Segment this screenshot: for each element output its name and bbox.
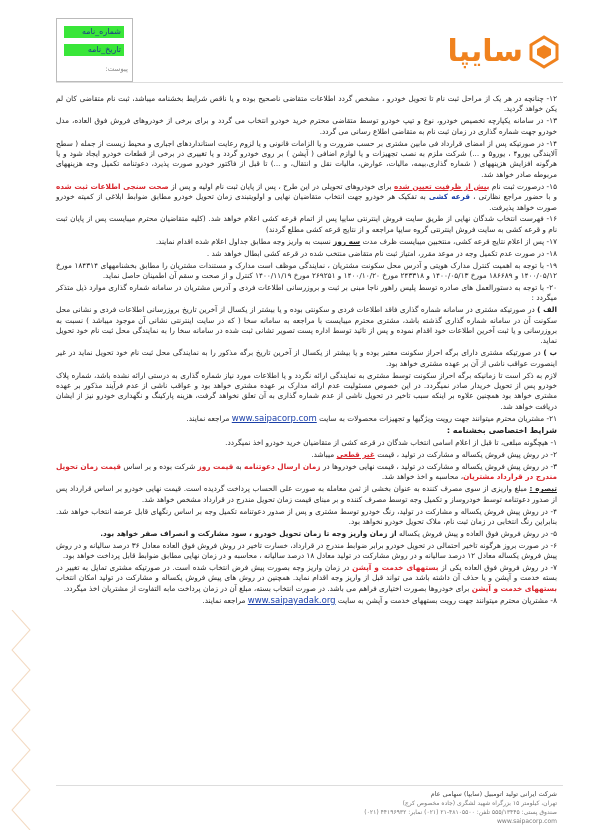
clause-16: ۱۶- فهرست انتخاب شدگان نهایی از طریق سایت فروش اینترنتی سایپا پس از اتمام قرعه کشی اعلام خواهد شد. (کلیه متقاضیان محترم میبایست پس از پایان ثبت نام و قرعه کشی به سایت فروش اینترنتی گروه سایپا مراجعه و از نتایج قرعه کشی مطلع گردند): [56, 214, 557, 234]
clause-21: ۲۱- مشتریان محترم میتوانند جهت رویت ویژگیها و تجهیزات محصولات به سایت www.saipacorp.com مراجعه نمایند.: [186, 413, 557, 424]
letter-date-field: تاریخ_نامه: [64, 44, 124, 56]
footer-site[interactable]: www.saipacorp.com: [497, 818, 557, 825]
decorative-side-pattern: [10, 610, 32, 830]
logo-text: سایپا: [447, 34, 523, 69]
footer-divider: [56, 785, 563, 786]
clause-18: ۱۸- در صورت عدم تکمیل وجه در موعد مقرر، امتیاز ثبت نام متقاضی منتخب شده در قرعه کشی ابطال خواهد شد .: [206, 248, 557, 258]
special-8: ۸- مشتریان محترم میتوانند جهت رویت بستههای خدمت و آپشن به سایت www.saipayadak.org مراجعه نمایند.: [202, 595, 557, 606]
letter-number-field: شماره_نامه: [64, 26, 124, 38]
document-body: [56, 94, 557, 608]
special-4: ۴- در روش پیش فروش یکساله و مشارکت در تولید، رنگ خودرو توسط مشتری و پس از صدور دعوتنامه تکمیل وجه بر اساس رنگهای قابل عرضه انتخاب خواهد شد. بنابراین رنگ انتخابی در زمان ثبت نام، ملاک تحویل خودرو نخواهد بود.: [56, 506, 557, 526]
saipayadak-link[interactable]: www.saipayadak.org: [247, 595, 336, 606]
clause-14: ۱۴- در صورتیکه پس از امضای قرارداد فی مابین مشتری بر حسب ضرورت و یا الزامات قانونی و یا لزوم رعایت استانداردهای اجباری و محیط زیست از جمله ( سطح آلایندگی یورو۴ ، یورو۵ و ...) شرکت ملزم به نصب تجهیزات و یا لوازم اضافی ( آپشن ) بر روی خودرو گردد و یا تغییری در برخی از قطعات خودرو ایجاد شود و یا هرگونه افزایش هزینههای ( شماره گذاری،بیمه، مالیات، عوارض، مالیات نقل و انتقال، و ...) تا قبل از فاکتور خودرو صورت پذیرد، دعوتنامه تکمیل وجه هزینههای مربوطه صادر خواهد شد.: [56, 138, 557, 179]
special-2: ۲- در روش پیش فروش یکساله و مشارکت در تولید ، قیمت غیر قطعی میباشد.: [311, 450, 557, 459]
special-conditions-heading: شرایط اختصاصی بخشنامه :: [446, 426, 557, 436]
attachment-label: پیوست:: [105, 65, 128, 73]
clause-12: ۱۲- چنانچه در هر یک از مراحل ثبت نام تا تحویل خودرو ، مشخص گردد اطلاعات متقاضی ناصحیح بوده و یا ناقص شرایط بخشنامه میباشد، ثبت نام متقاضی کان لم یکن خواهد گردید.: [56, 94, 557, 114]
footer-address: تهران، کیلومتر ۱۵ بزرگراه شهید لشگری (جاده مخصوص کرج): [402, 800, 557, 807]
special-3-note: تبصره : مبلغ واریزی از سوی مصرف کننده به عنوان بخشی از ثمن معامله به صورت علی الحساب پرداخت گردیده است. قیمت نهایی خودرو بر اساس قرارداد پس از صدور دعوتنامه توسط خودروساز و تکمیل وجه توسط مصرف کننده و بر مبنای قیمت زمان تحویل مندرج در قرارداد مشخص خواهد شد.: [56, 484, 557, 504]
special-1: ۱- هیچگونه مبلغی، تا قبل از اعلام اسامی انتخاب شدگان در قرعه کشی از متقاضیان خرید خودرو اخذ نمیگردد.: [225, 438, 557, 448]
clause-13: ۱۳- در سامانه یکپارچه تخصیص خودرو، نوع و تیپ خودرو توسط متقاضی محترم خرید خودرو انتخاب می گردد و برای برخی از خودروهای فروش فوق العاده، مدل خودرو جهت شماره گذاری در زمان ثبت نام به متقاضی اطلاع رسانی می گردد.: [56, 116, 557, 136]
special-7: ۷- در روش فروش فوق العاده یکی از بستههای خدمت و آپشن در زمان واریز وجه بصورت پیش فرض انتخاب شده است. در صورتیکه مشتری تمایل به تغییر در بسته خدمت و آپشن و یا حذف آن داشته باشد می تواند قبل از واریز وجه اقدام نماید. همچنین در روش های پیش فروش یکساله و مشارکت در تولید امکان انتخاب بستههای خدمت و آپشن برای خودروها بصورت اختیاری فراهم می باشد. در صورت انتخاب بسته، مبلغ آن در زمان پرداخت مابه التفاوت از مشتریان اخذ میگردد.: [56, 563, 558, 593]
clause-20-b: ب ) در صورتیکه مشتری دارای برگه احراز سکونت معتبر بوده و یا بیشتر از یکسال از آخرین تاریخ برگه مذکور را به نمایندگی محل ثبت نام خود تحویل نماید در غیر اینصورت عواقب ناشی از آن بر عهده مشتری خواهد بود.: [56, 348, 557, 368]
clause-20-a: الف ) در صورتیکه مشتری در سامانه شماره گذاری فاقد اطلاعات فردی و سکونتی بوده و یا بیشتر از یکسال از آخرین تاریخ بروزرسانی اطلاعات فردی و نشانی محل سکونت آن در سامانه شماره گذاری گذشته باشد، مشتری محترم میبایست با مراجعه به سامانه سخا ( که در سایت اینترنتی نشانی آن موجود میباشد ) نسبت به بروزرسانی و یا ثبت آخرین اطلاعات خود اقدام نموده و پس از تائید توسط اداره پست تصویر تشانی ثبت شده در سامانه سخا را به نمایندگی محل ثبت نام خود تحویل نماید.: [56, 305, 558, 346]
footer: [157, 790, 557, 826]
clause-19: ۱۹- با توجه به اهمیت کنترل مدارک هویتی و آدرس محل سکونت مشتریان ، نمایندگی موظف است مدارک و مستندات مشتریان را مطابق بخشنامههای ۱۸۴۳۱۴ مورخ ۱۴۰۰/۰۵/۱۲ و ۱۸۶۶۸۹ مورخ ۱۴۰۰/۰۵/۱۳ و ۲۴۳۳۱۸ مورخ ۱۴۰۰/۱۰/۲۰ و ۲۶۹۲۵۱ مورخ ۱۴۰۰/۱۱/۱۹ کنترل و از صحت و سقم آن اطمینان حاصل نماید.: [56, 260, 558, 280]
clause-20: ۲۰- با توجه به دستورالعمل های صادره توسط پلیس راهور ناجا مبنی بر ثبت و بروزرسانی اطلاعات فردی و آدرس مشتریان در سامانه شماره گذاری موارد ذیل متذکر میگردد :: [56, 282, 557, 303]
footer-org: شرکت ایرانی تولید اتومبیل (سایپا) سهامی عام: [430, 790, 557, 798]
special-3: ۳- در روش پیش فروش یکساله و مشارکت در تولید ، قیمت نهایی خودروها در زمان ارسال دعوتنامه به قیمت روز شرکت بوده و بر اساس قیمت زمان تحویل مندرج در قرارداد مشتریان، محاسبه و اخذ خواهد شد.: [56, 461, 558, 482]
saipacorp-link[interactable]: www.saipacorp.com: [231, 413, 317, 424]
special-6: ۶- در صورت بروز هرگونه تاخیر احتمالی در تحویل خودرو برابر ضوابط مندرج در قرارداد، خسارت تاخیر در روش فروش فوق العاده معادل ۳۶ درصد سالیانه و در روش پیش فروش یکساله معادل ۱۲ درصد سالیانه و در روش مشارکت در تولید معادل ۱۸ درصد سالیانه ، محاسبه و در زمان نهایی مطابق ضوابط قابل پرداخت خواهد بود.: [56, 540, 558, 561]
footer-contact: صندوق پستی: ۵۵۵/۱۳۴۴۵ تلفن: ۴۸۱۰۵۵۰۰-۲۱ (۰۲۱) نمابر: ۴۴۱۹۶۹۳۲ (۰۲۱): [364, 809, 557, 816]
saipa-logo: [447, 34, 559, 69]
special-5: ۵- در روش فروش فوق العاده و پیش فروش یکساله از زمان واریز وجه تا زمان تحویل خودرو ، سود مشارکت و انصراف صفر خواهد بود.: [100, 528, 557, 538]
clause-17: ۱۷- پس از اعلام نتایج قرعه کشی، منتخبین میبایست ظرف مدت سه روز نسبت به واریز وجه مطابق جداول اعلام شده اقدام نمایند.: [155, 236, 557, 246]
header-divider: [56, 82, 563, 83]
clause-15: ۱۵- درصورت ثبت نام بیش از ظرفیت تعیین شده برای خودروهای تحویلی در این طرح ، پس از پایان ثبت نام اولیه و پس از صحت سنجی اطلاعات ثبت شده و با حضور مراجع نظارتی ، قرعه کشی به تفکیک هر خودرو جهت انتخاب متقاضیان نهایی و اولویتبندی زمان تحویل خودرو مطابق ضوابط ابلاغی از کمیته خودرو صورت خواهد پذیرفت.: [56, 181, 558, 212]
saipa-emblem-icon: [529, 35, 559, 69]
clause-20-note: لازم به ذکر است تا زمانیکه برگه احراز سکونت توسط مشتری به نمایندگی ارائه نگردد و یا اطلاعات مورد نیاز شماره گذاری به درستی ارائه نشده باشد، شماره پلاک خودرو پس از تحویل خریدار صادر نمیگردد. در این خصوص مسئولیت عدم ارائه مدارک بر عهده مشتری خواهد بود و عواقب ناشی از عدم فرآیند مذکور بر عهده مشتری خواهد بود همچنین علاوه بر اینکه سبب تاخیر در تحویل ناشی از عدم شماره گذاری به آن تعلق نخواهد گرفت، هزینه پارکینگ و نگهداری خودرو نیز از ایشان دریافت خواهد شد.: [56, 370, 557, 411]
